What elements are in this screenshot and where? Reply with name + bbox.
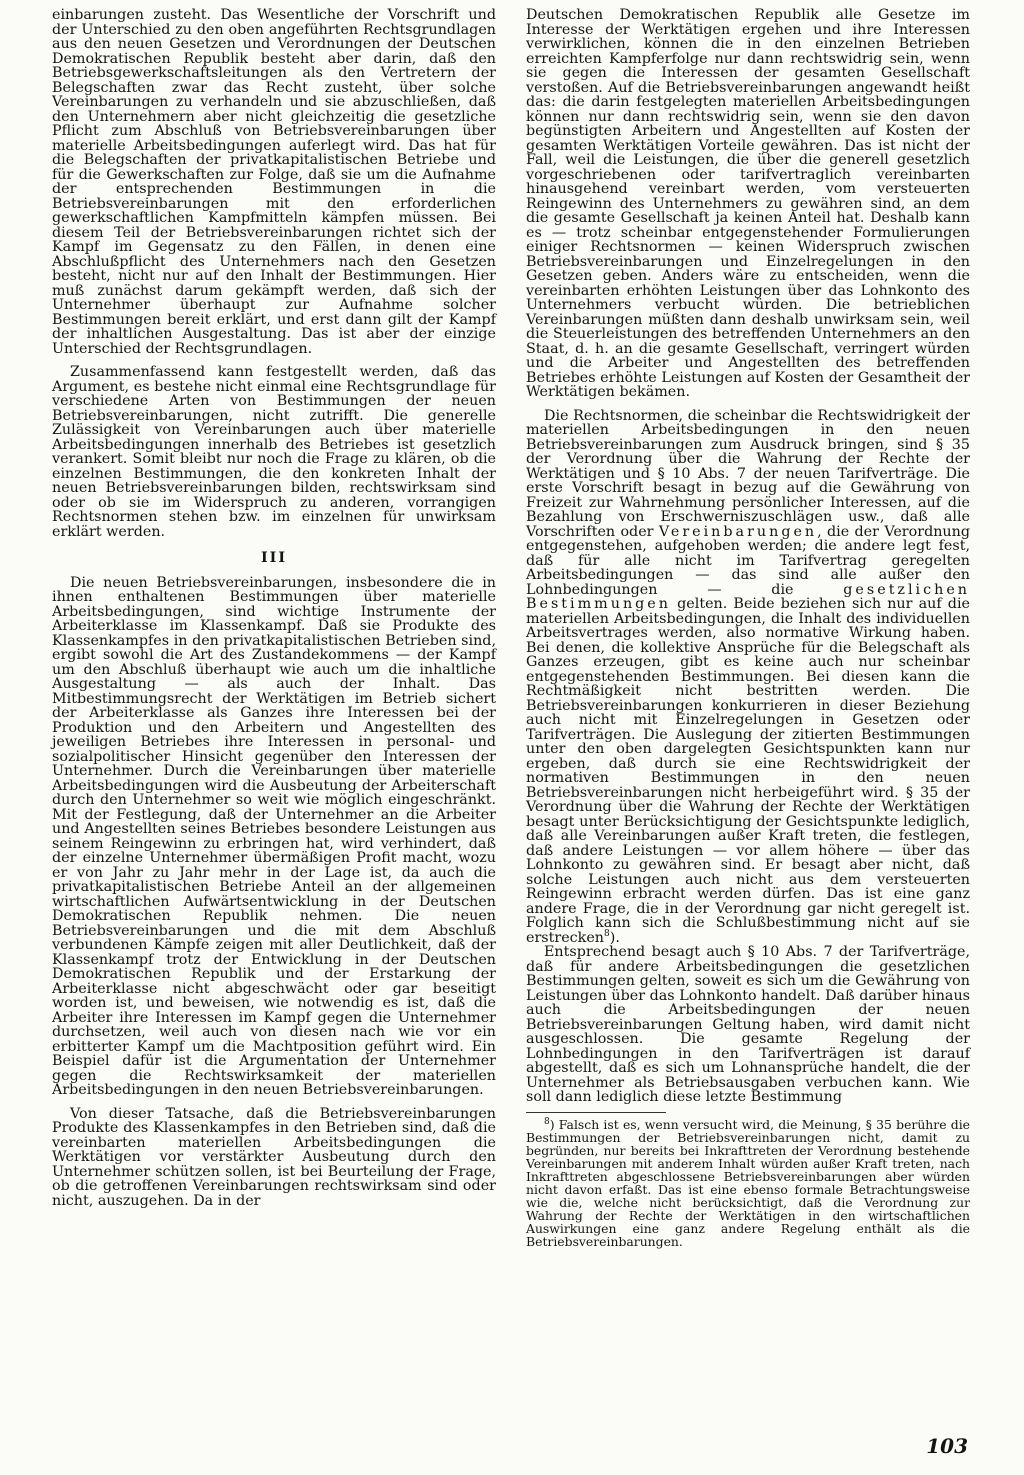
footnote-divider xyxy=(526,1112,666,1113)
right-column xyxy=(526,8,970,1248)
left-column xyxy=(52,8,496,1208)
footnote-text: ) Falsch ist es, wenn versucht wird, die Meinung, § 35 berühre die Bestimmungen der Betriebsvereinbarungen nicht, damit zu begründen, nur bereits bei Inkrafttreten der Verordnung bestehende Vereinbarungen mit anderem Inhalt würden außer Kraft treten, nach Inkrafttreten abgeschlossene Betriebsvereinbarungen aber würden nicht davon erfaßt. Das ist eine ebenso formale Betrachtungsweise wie die, welche nicht berücksichtigt, daß die Verordnung zur Wahrung der Rechte der Werktätigen in den wirtschaftlichen Auswirkungen eine ganz andere Regelung enthält als die Betriebsvereinbarungen. xyxy=(526,1116,970,1250)
footnote-reference: 8 xyxy=(604,928,610,939)
section-heading: III xyxy=(260,550,288,566)
right-paragraph-2-part-e: gelten. Beide beziehen sich nur auf die materiellen Arbeitsbedingungen, die Inhalt des individuellen Arbeitsvertrages werden, also normative Wirkung haben. Bei denen, die kollektive Ansprüche für die Belegschaft als Ganzes erzeugen, gibt es keine auch nur scheinbar entgegenstehenden Bestimmungen. Bei diesen kann die Rechtmäßigkeit nicht bestritten werden. Die Betriebsvereinbarungen konkurrieren in dieser Beziehung auch nicht mit Einzelregelungen in Gesetzen oder Tarifverträgen. Die Auslegung der zitierten Bestimmungen unter den oben dargelegten Gesichtspunkten kann nur ergeben, daß durch sie eine Rechtswidrigkeit der normativen Bestimmungen in den neuen Betriebsvereinbarungen nicht herbeigeführt wird. § 35 der Verordnung über die Wahrung der Rechte der Werktätigen besagt unter Berücksichtigung der Gesichtspunkte lediglich, daß alle Vereinbarungen außer Kraft treten, die festlegen, daß andere Leistungen — vor allem höhere — über das Lohnkonto zu gewähren sind. Er besagt aber nicht, daß solche Leistungen auch nicht aus dem versteuerten Reingewinn erbracht werden dürfen. Das ist eine ganz andere Frage, die in der Verordnung gar nicht geregelt ist. Folglich kann sich die Schlußbestimmung nicht auf sie erstrecken xyxy=(526,596,970,946)
footnote-marker: 8 xyxy=(544,1116,550,1127)
spaced-term-gesetzliche-bestimmungen: gesetzlichen Bestimmungen xyxy=(526,581,970,612)
right-paragraph-2-end: ). xyxy=(609,929,620,946)
page-number: 103 xyxy=(926,1434,968,1458)
right-paragraph-3: Entsprechend besagt auch § 10 Abs. 7 der Tarifverträge, daß für andere Arbeitsbedingungen die gesetzlichen Bestimmungen gelten, soweit es sich um die Gewährung von Leistungen über das Lohnkonto handelt. Daß darüber hinaus auch die Arbeitsbedingungen der neuen Betriebsvereinbarungen Geltung haben, wird damit nicht ausgeschlossen. Die gesamte Regelung der Lohnbedingungen in den Tarifverträgen ist darauf abgestellt, daß es sich um Lohnansprüche handelt, die der Unternehmer als Betriebsausgaben verbuchen kann. Wie soll dann lediglich diese letzte Bestimmung xyxy=(526,944,970,1105)
left-paragraph-2: Zusammenfassend kann festgestellt werden, daß das Argument, es bestehe nicht einmal eine Rechtsgrundlage für verschiedene Arten von Bestimmungen der neuen Betriebsvereinbarungen, nicht zutrifft. Die generelle Zulässigkeit von Vereinbarungen auch über materielle Arbeitsbedingungen innerhalb des Betriebes ist gesetzlich verankert. Somit bleibt nur noch die Frage zu klären, ob die einzelnen Bestimmungen, die den konkreten Inhalt der neuen Betriebsvereinbarungen bilden, rechtswirksam sind oder ob sie im Widerspruch zu anderen, vorrangigen Rechtsnormen stehen bzw. im einzelnen für unwirksam erklärt werden. xyxy=(52,364,496,540)
right-paragraph-2-part-a: Die Rechtsnormen, die scheinbar die Rechtswidrigkeit der materiellen Arbeitsbedingungen in den neuen Betriebsvereinbarungen zum Ausdruck bringen, sind § 35 der Verordnung über die Wahrung der Rechte der Werktätigen und § 10 Abs. 7 der neuen Tarifverträge. Die erste Vorschrift besagt in bezug auf die Gewährung von Freizeit zur Wahrnehmung persönlicher Interessen, auf die Bezahlung von Erschwerniszuschlägen usw., daß alle Vorschriften oder xyxy=(526,407,970,540)
spaced-term-vereinbarungen: Vereinbarungen xyxy=(658,523,818,540)
footnote xyxy=(526,1118,970,1249)
right-paragraph-1: Deutschen Demokratischen Republik alle Gesetze im Interesse der Werktätigen ergehen und ihre Interessen verwirklichen, können die in den einzelnen Betrieben erreichten Kampferfolge nur dann rechtswidrig sein, wenn sie gegen die Interessen der gesamten Gesellschaft verstoßen. Auf die Betriebsvereinbarungen angewandt heißt das: die darin festgelegten materiellen Arbeitsbedingungen können nur dann rechtswidrig sein, wenn sie den davon begünstigten Arbeitern und Angestellten auf Kosten der gesamten Werktätigen Vorteile gewähren. Das ist nicht der Fall, weil die Leistungen, die über die generell gesetzlich vorgeschriebenen oder tarifvertraglich vereinbarten hinausgehend vereinbart werden, vom versteuerten Reingewinn des Unternehmers zu gewähren sind, an dem die gesamte Gesellschaft ja keinen Anteil hat. Deshalb kann es — trotz scheinbar entgegenstehender Formulierungen einiger Rechtsnormen — keinen Widerspruch zwischen Betriebsvereinbarungen und Einzelregelungen in den Gesetzen geben. Anders wäre zu entscheiden, wenn die vereinbarten erhöhten Leistungen über das Lohnkonto des Unternehmers verbucht würden. Die betrieblichen Vereinbarungen müßten dann deshalb unwirksam sein, weil die Steuerleistungen des betreffenden Unternehmers an den Staat, d. h. an die gesamte Gesellschaft, verringert würden und die Arbeiter und Angestellten des betreffenden Betriebes erhöhte Leistungen auf Kosten der Gesamtheit der Werktätigen bekämen. xyxy=(526,7,970,400)
right-paragraph-2-part-c: , die der Verordnung entgegenstehen, aufgehoben werden; die andere legt fest, daß für alle nicht im Tarifvertrag geregelten Arbeitsbedingungen — das sind alle außer den Lohnbedingungen — die xyxy=(526,523,970,598)
left-paragraph-4: Von dieser Tatsache, daß die Betriebsvereinbarungen Produkte des Klassenkampfes in den Betrieben sind, daß die vereinbarten materiellen Arbeitsbedingungen die Werktätigen vor verstärkter Ausbeutung durch den Unternehmer schützen sollen, ist bei Beurteilung der Frage, ob die getroffenen Vereinbarungen rechtswirksam sind oder nicht, auszugehen. Da in der xyxy=(52,1105,496,1209)
left-paragraph-3: Die neuen Betriebsvereinbarungen, insbesondere die in ihnen enthaltenen Bestimmungen über materielle Arbeitsbedingungen, sind wichtige Instrumente der Arbeiterklasse im Klassenkampf. Daß sie Produkte des Klassenkampfes in den privatkapitalistischen Betrieben sind, ergibt sowohl die Art des Zustandekommens — der Kampf um den Abschluß überhaupt wie auch um die inhaltliche Ausgestaltung — als auch der Inhalt. Das Mitbestimmungsrecht der Werktätigen im Betrieb sichert der Arbeiterklasse als Ganzes ihre Interessen bei der Produktion und den Arbeitern und Angestellten des jeweiligen Betriebes ihre Interessen in personal- und sozialpolitischer Hinsicht gegenüber den Interessen der Unternehmer. Durch die Vereinbarungen über materielle Arbeitsbedingungen wird die Ausbeutung der Arbeiterschaft durch den Unternehmer so weit wie möglich eingeschränkt. Mit der Festlegung, daß der Unternehmer an die Arbeiter und Angestellten seines Betriebes besondere Leistungen aus seinem Reingewinn zu erbringen hat, wird verhindert, daß der einzelne Unternehmer übermäßigen Profit macht, wozu er von Jahr zu Jahr mehr in der Lage ist, da auch die privatkapitalistischen Betriebe Anteil an der allgemeinen wirtschaftlichen Aufwärtsentwicklung in der Deutschen Demokratischen Republik nehmen. Die neuen Betriebsvereinbarungen und die mit dem Abschluß verbundenen Kämpfe zeigen mit aller Deutlichkeit, daß der Klassenkampf trotz der Entwicklung in der Deutschen Demokratischen Republik und der Erstarkung der Arbeiterklasse nicht abgeschwächt oder gar beseitigt worden ist, und beweisen, wie notwendig es ist, daß die Arbeiter ihre Interessen im Kampf gegen die Unternehmer durchsetzen, weil auch von diesen nach wie vor ein erbitterter Kampf um die Machtposition geführt wird. Ein Beispiel dafür ist die Argumentation der Unternehmer gegen die Rechtswirksamkeit der materiellen Arbeitsbedingungen in den neuen Betriebsvereinbarungen. xyxy=(52,574,496,1098)
left-paragraph-1: einbarungen zusteht. Das Wesentliche der Vorschrift und der Unterschied zu den oben angeführten Rechtsgrundlagen aus den neuen Gesetzen und Verordnungen der Deutschen Demokratischen Republik besteht aber darin, daß den Betriebsgewerkschaftsleitungen als den Vertretern der Belegschaften zwar das Recht zusteht, über solche Vereinbarungen zu verhandeln und sie abzuschließen, daß den Unternehmern aber nicht gleichzeitig die gesetzliche Pflicht zum Abschluß von Betriebsvereinbarungen über materielle Arbeitsbedingungen auferlegt wird. Das hat für die Belegschaften der privatkapitalistischen Betriebe und für die Gewerkschaften zur Folge, daß sie um die Aufnahme der entsprechenden Bestimmungen in die Betriebsvereinbarungen mit den erforderlichen gewerkschaftlichen Kampfmitteln kämpfen müssen. Bei diesem Teil der Betriebsvereinbarungen richtet sich der Kampf im Gegensatz zu den Fällen, in denen eine Abschlußpflicht des Unternehmers nach den Gesetzen besteht, nicht nur auf den Inhalt der Bestimmungen. Hier muß zunächst darum gekämpft werden, daß sich der Unternehmer überhaupt zur Aufnahme solcher Bestimmungen bereit erklärt, und erst dann gilt der Kampf der inhaltlichen Ausgestaltung. Das ist aber der einzige Unterschied der Rechtsgrundlagen. xyxy=(52,7,496,357)
right-paragraph-2 xyxy=(526,409,970,946)
